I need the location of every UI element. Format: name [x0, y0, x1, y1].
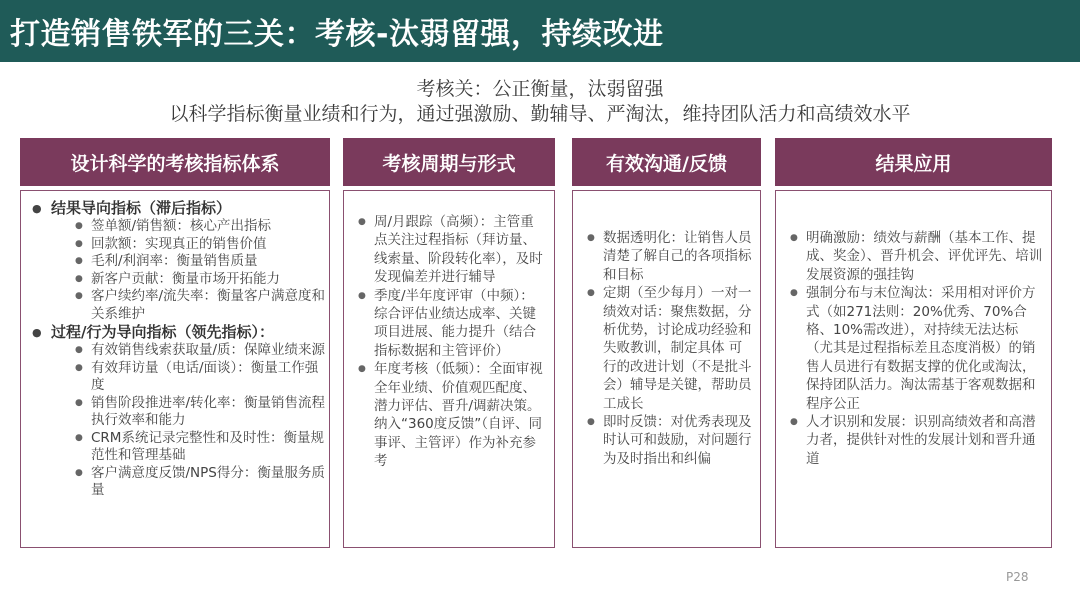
list-item: ● 周/月跟踪（高频）：主管重点关注过程指标（拜访量、线索量、阶段转化率），及时发现偏差并进行辅导	[354, 213, 546, 287]
list-item: ● 回款额：实现真正的销售价值	[73, 236, 329, 254]
column-header: 考核周期与形式	[343, 138, 555, 186]
list-item: ● 客户满意度反馈/NPS得分：衡量服务质量	[73, 465, 329, 500]
list-item: ● 明确激励：绩效与薪酬（基本工作、提成、奖金）、晋升机会、评优评先、培训发展资源的强挂钩	[786, 229, 1043, 284]
group-label-process: ● 过程/行为导向指标（领先指标）：	[21, 323, 329, 342]
column-header: 设计科学的考核指标体系	[20, 138, 330, 186]
subtitle-line-2: 以科学指标衡量业绩和行为，通过强激励、勤辅导、严淘汰，维持团队活力和高绩效水平	[169, 103, 911, 125]
page-number: P28	[1006, 570, 1029, 584]
list-item: ● 强制分布与末位淘汰：采用相对评价方式（如271法则：20%优秀、70%合格、10%需改进），对持续无法达标（尤其是过程指标差且态度消极）的销售人员进行有数据支撑的优化或淘汰，保持团队活力。淘汰需基于客观数据和程序公正	[786, 284, 1043, 413]
list-item: ● 新客户贡献：衡量市场开拓能力	[73, 271, 329, 289]
column-assessment-cycle	[343, 138, 555, 548]
result-indicator-list	[73, 218, 329, 323]
group-label-result: ● 结果导向指标（滞后指标）	[21, 199, 329, 218]
column-body	[20, 190, 330, 548]
list-item: ● 有效销售线索获取量/质：保障业绩来源	[73, 342, 329, 360]
column-body	[343, 190, 555, 548]
column-communication-feedback	[572, 138, 761, 548]
column-result-application	[775, 138, 1052, 548]
process-indicator-list	[73, 342, 329, 500]
list-item: ● 年度考核（低频）：全面审视全年业绩、价值观匹配度、潜力评估、晋升/调薪决策。纳入“360度反馈”（自评、同事评、主管评）作为补充参考	[354, 360, 546, 470]
list-item: ● 定期（至少每月）一对一绩效对话：聚焦数据，分析优势，讨论成功经验和失败教训，制定具体 可行的改进计划（不是批斗会）辅导是关键，帮助员工成长	[583, 284, 752, 413]
column-body	[775, 190, 1052, 548]
column-header: 结果应用	[775, 138, 1052, 186]
list-item: ● 有效拜访量（电话/面谈）：衡量工作强度	[73, 360, 329, 395]
list-item: ● 销售阶段推进率/转化率：衡量销售流程执行效率和能力	[73, 395, 329, 430]
list-item: ● 即时反馈：对优秀表现及时认可和鼓励，对问题行为及时指出和纠偏	[583, 413, 752, 468]
column-assessment-indicators	[20, 138, 330, 548]
column-body	[572, 190, 761, 548]
list-item: ● 数据透明化：让销售人员清楚了解自己的各项指标和目标	[583, 229, 752, 284]
list-item: ● 季度/半年度评审（中频）：综合评估业绩达成率、关键项目进展、能力提升（结合指标数据和主管评价）	[354, 287, 546, 361]
list-item: ● 签单额/销售额：核心产出指标	[73, 218, 329, 236]
list-item: ● 毛利/利润率：衡量销售质量	[73, 253, 329, 271]
list-item: ● CRM系统记录完整性和及时性：衡量规范性和管理基础	[73, 430, 329, 465]
list-item: ● 客户续约率/流失率：衡量客户满意度和关系维护	[73, 288, 329, 323]
slide-title: 打造销售铁军的三关：考核-汰弱留强，持续改进	[0, 0, 1080, 62]
subtitle-line-1: 考核关：公正衡量，汰弱留强	[416, 78, 664, 100]
list-item: ● 人才识别和发展：识别高绩效者和高潜力者，提供针对性的发展计划和晋升通道	[786, 413, 1043, 468]
column-header: 有效沟通/反馈	[572, 138, 761, 186]
